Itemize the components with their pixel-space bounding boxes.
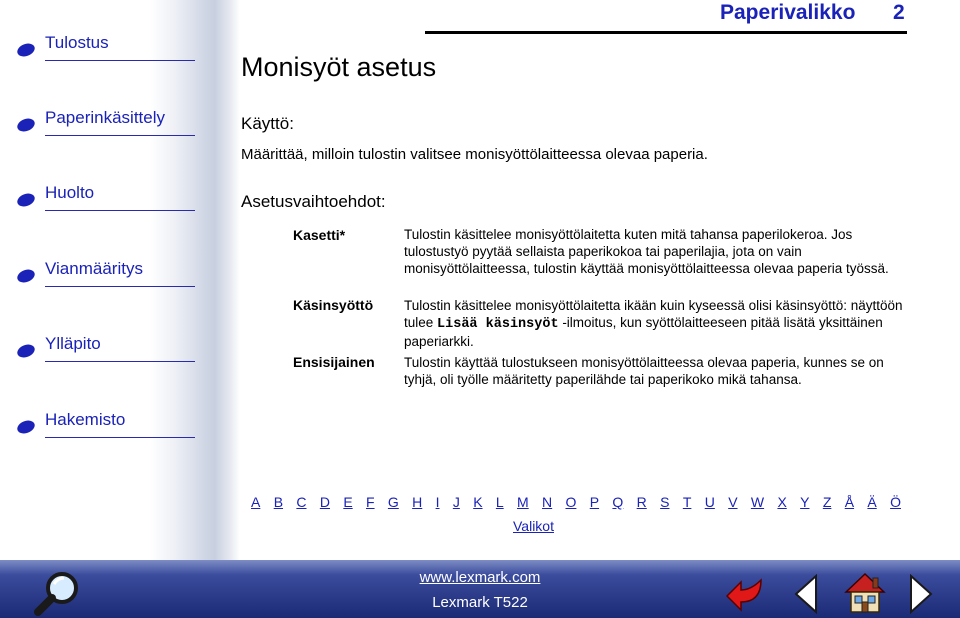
back-icon[interactable] — [725, 572, 765, 612]
index-letter-h[interactable]: H — [412, 494, 423, 510]
index-letter-z[interactable]: Z — [822, 494, 832, 510]
index-letter-q[interactable]: Q — [612, 494, 624, 510]
header-rule — [425, 31, 907, 34]
page-title: Monisyöt asetus — [241, 52, 437, 82]
page-number: 2 — [893, 1, 905, 24]
display-message: Lisää käsinsyöt — [437, 317, 559, 332]
sidebar-item-huolto[interactable] — [14, 183, 186, 213]
index-letter-n[interactable]: N — [542, 494, 553, 510]
index-letter-r[interactable]: R — [636, 494, 647, 510]
sidebar — [0, 0, 240, 560]
divider — [45, 286, 195, 287]
divider — [45, 361, 195, 362]
sidebar-item-label: Vianmääritys — [45, 259, 143, 278]
index-letter-s[interactable]: S — [660, 494, 670, 510]
bullet-icon — [14, 193, 36, 209]
sidebar-item-tulostus[interactable] — [14, 33, 186, 63]
search-icon[interactable] — [30, 568, 84, 616]
sidebar-item-vianmaaritys[interactable] — [14, 259, 186, 289]
index-letter-a[interactable]: A — [251, 494, 261, 510]
bullet-icon — [14, 269, 36, 285]
sidebar-item-yllapito[interactable] — [14, 334, 186, 364]
bullet-icon — [14, 344, 36, 360]
divider — [45, 135, 195, 136]
home-icon[interactable] — [842, 570, 888, 616]
index-letter-a-umlaut[interactable]: Ä — [867, 494, 877, 510]
options-heading: Asetusvaihtoehdot: — [241, 192, 386, 211]
option-name: Käsinsyöttö — [293, 297, 374, 313]
next-page-icon[interactable] — [905, 574, 937, 614]
index-letter-i[interactable]: I — [435, 494, 440, 510]
sidebar-item-hakemisto[interactable] — [14, 410, 186, 440]
section-title: Paperivalikko — [720, 1, 856, 24]
index-letter-d[interactable]: D — [319, 494, 330, 510]
index-letter-k[interactable]: K — [473, 494, 483, 510]
index-letter-e[interactable]: E — [343, 494, 353, 510]
divider — [45, 437, 195, 438]
option-name: Kasetti* — [293, 227, 346, 243]
option-description-text: Tulostin käsittelee monisyöttölaitetta ikään kuin kyseessä olisi käsinsyöttö: näyttöön tulee — [404, 298, 903, 330]
index-letter-t[interactable]: T — [682, 494, 692, 510]
bullet-icon — [14, 43, 36, 59]
bullet-icon — [14, 420, 36, 436]
sidebar-item-paperinkasittely[interactable] — [14, 108, 186, 138]
index-letter-y[interactable]: Y — [800, 494, 810, 510]
divider — [45, 210, 195, 211]
website-link[interactable]: www.lexmark.com — [419, 569, 541, 586]
index-letter-x[interactable]: X — [777, 494, 787, 510]
index-letter-c[interactable]: C — [296, 494, 307, 510]
index-letter-o[interactable]: O — [565, 494, 577, 510]
index-letter-g[interactable]: G — [387, 494, 399, 510]
index-letter-p[interactable]: P — [589, 494, 600, 510]
index-letter-u[interactable]: U — [704, 494, 715, 510]
sidebar-item-label: Tulostus — [45, 33, 109, 52]
index-letter-l[interactable]: L — [495, 494, 504, 510]
option-description: Tulostin käyttää tulostukseen monisyöttölaitteessa olevaa paperia, kunnes se on tyhjä, oli työlle määritetty paperilähde tai paperikoko mikä tahansa. — [404, 355, 884, 387]
index-letter-w[interactable]: W — [750, 494, 765, 510]
index-letter-v[interactable]: V — [728, 494, 738, 510]
index-letter-o-umlaut[interactable]: Ö — [890, 494, 901, 510]
previous-page-icon[interactable] — [790, 574, 822, 614]
alphabet-index — [251, 494, 901, 510]
bullet-icon — [14, 118, 36, 134]
divider — [45, 60, 195, 61]
index-letter-j[interactable]: J — [452, 494, 460, 510]
sidebar-item-label: Paperinkäsittely — [45, 108, 166, 127]
usage-text: Määrittää, milloin tulostin valitsee monisyöttölaitteessa olevaa paperia. — [241, 146, 708, 163]
index-letter-m[interactable]: M — [517, 494, 529, 510]
index-letter-f[interactable]: F — [366, 494, 375, 510]
usage-heading: Käyttö: — [241, 114, 294, 133]
footer-bar — [0, 560, 960, 618]
option-description: Tulostin käsittelee monisyöttölaitetta kuten mitä tahansa paperilokeroa. Jos tulostustyö pyytää sellaista paperikokoa tai paperilajia, jota on vain monisyöttölaitteessa, tulostin käyttää monisyöttölaitteessa olevaa paperia työssä. — [404, 227, 889, 276]
sidebar-item-label: Huolto — [45, 183, 95, 202]
menus-link[interactable]: Valikot — [513, 518, 554, 534]
option-name: Ensisijainen — [293, 354, 375, 370]
product-model: Lexmark T522 — [432, 594, 528, 611]
option-description — [404, 297, 904, 350]
sidebar-item-label: Ylläpito — [45, 334, 101, 353]
option-description-text: -ilmoitus, kun syöttölaitteeseen pitää lisätä yksittäinen paperiarkki. — [404, 315, 883, 349]
index-letter-a-ring[interactable]: Å — [844, 494, 855, 510]
index-letter-b[interactable]: B — [273, 494, 284, 510]
sidebar-item-label: Hakemisto — [45, 410, 126, 429]
